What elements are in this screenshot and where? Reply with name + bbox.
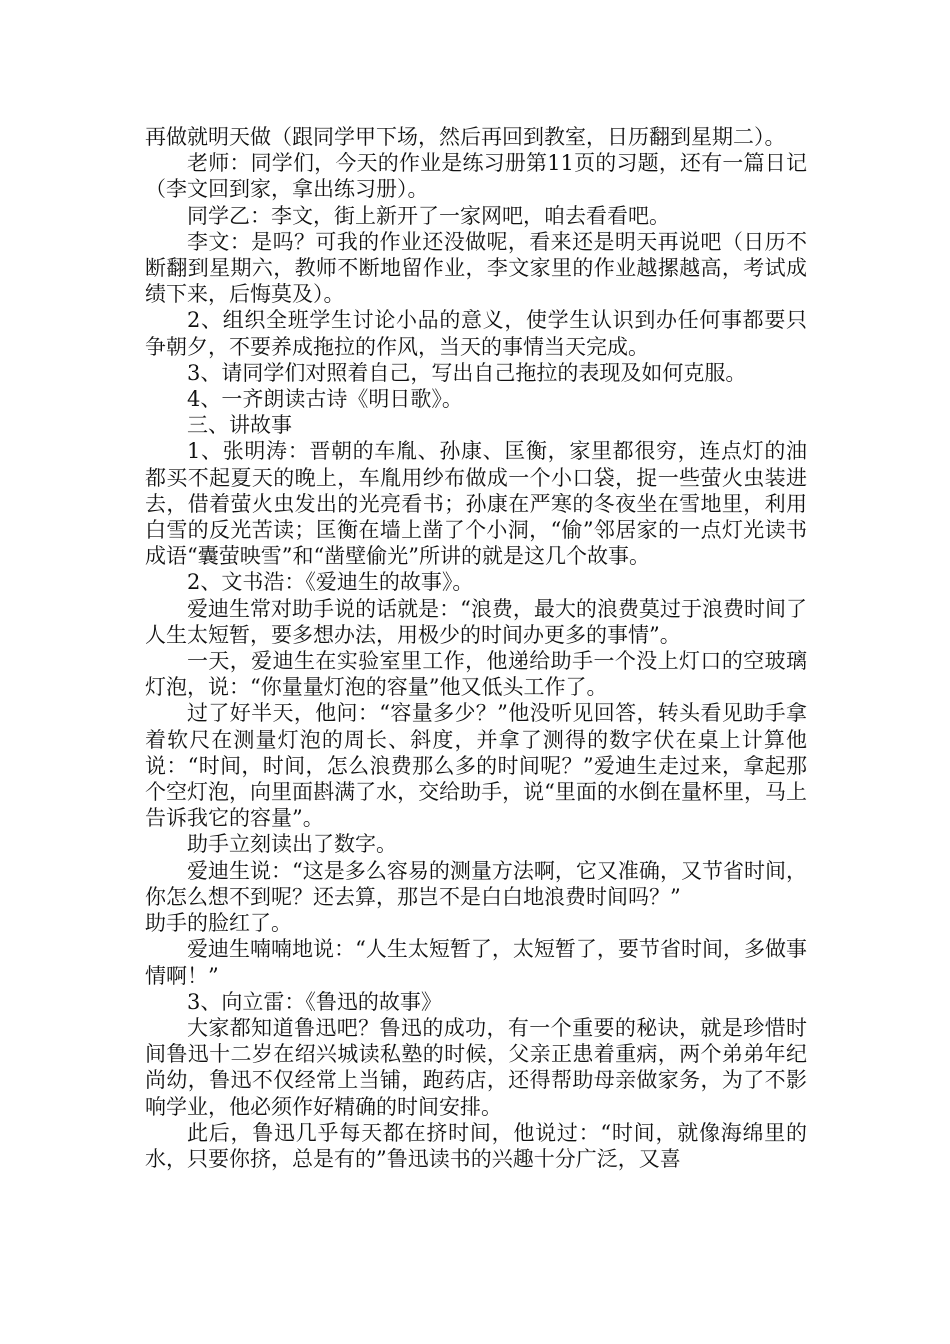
paragraph-5: 2、组织全班学生讨论小品的意义，使学生认识到办任何事都要只争朝夕，不要养成拖拉的作风，当天的事情当天完成。 — [145, 308, 807, 359]
paragraph-14: 助手立刻读出了数字。 — [187, 832, 397, 857]
paragraph-7: 4、一齐朗读古诗《明日歌》。 — [187, 387, 463, 412]
paragraph-11: 爱迪生常对助手说的话就是：“浪费，最大的浪费莫过于浪费时间了人生太短暂，要多想办法，用极少的时间办更多的事情”。 — [145, 596, 807, 647]
paragraph-17: 爱迪生喃喃地说：“人生太短暂了，太短暂了，要节省时间，多做事情啊！” — [145, 937, 807, 988]
paragraph-13: 过了好半天，他问：“容量多少？”他没听见回答，转头看见助手拿着软尺在测量灯泡的周长、斜度，并拿了测得的数字伏在桌上计算他说：“时间，时间，怎么浪费那么多的时间呢？”爱迪生走过来，拿起那个空灯泡，向里面斟满了水，交给助手，说“里面的水倒在量杯里，马上告诉我它的容量”。 — [145, 701, 807, 831]
paragraph-2: 老师：同学们，今天的作业是练习册第11页的习题，还有一篇日记（李文回到家，拿出练习册）。 — [145, 151, 807, 202]
paragraph-12: 一天，爱迪生在实验室里工作，他递给助手一个没上灯口的空玻璃灯泡，说：“你量量灯泡的容量”他又低头工作了。 — [145, 649, 807, 700]
section-heading: 三、讲故事 — [187, 413, 292, 438]
paragraph-19: 大家都知道鲁迅吧？鲁迅的成功，有一个重要的秘诀，就是珍惜时间鲁迅十二岁在绍兴城读私塾的时候，父亲正患着重病，两个弟弟年纪尚幼，鲁迅不仅经常上当铺，跑药店，还得帮助母亲做家务，为了不影响学业，他必须作好精确的时间安排。 — [145, 1015, 807, 1119]
paragraph-1: 再做就明天做（跟同学甲下场，然后再回到教室，日历翻到星期二）。 — [145, 125, 786, 149]
paragraph-16: 助手的脸红了。 — [145, 911, 292, 936]
paragraph-18: 3、向立雷：《鲁迅的故事》 — [187, 989, 442, 1014]
paragraph-9: 1、张明涛：晋朝的车胤、孙康、匡衡，家里都很穷，连点灯的油都买不起夏天的晚上，车胤用纱布做成一个小口袋，捉一些萤火虫装进去，借着萤火虫发出的光亮看书；孙康在严寒的冬夜坐在雪地里，利用白雪的反光苦读；匡衡在墙上凿了个小洞，“偷”邻居家的一点灯光读书成语“囊萤映雪”和“凿壁偷光”所讲的就是这几个故事。 — [145, 439, 807, 569]
paragraph-20: 此后，鲁迅几乎每天都在挤时间，他说过：“时间，就像海绵里的水，只要你挤，总是有的”鲁迅读书的兴趣十分广泛，又喜 — [145, 1120, 807, 1171]
paragraph-15: 爱迪生说：“这是多么容易的测量方法啊，它又准确，又节省时间，你怎么想不到呢？还去算，那岂不是白白地浪费时间吗？” — [145, 858, 807, 909]
paragraph-4: 李文：是吗？可我的作业还没做呢，看来还是明天再说吧（日历不断翻到星期六，教师不断地留作业，李文家里的作业越摞越高，考试成绩下来，后悔莫及）。 — [145, 229, 807, 307]
paragraph-3: 同学乙：李文，街上新开了一家网吧，咱去看看吧。 — [187, 203, 670, 228]
document-body — [145, 124, 807, 1172]
paragraph-10: 2、文书浩：《爱迪生的故事》。 — [187, 570, 474, 595]
paragraph-6: 3、请同学们对照着自己，写出自己拖拉的表现及如何克服。 — [187, 360, 747, 385]
